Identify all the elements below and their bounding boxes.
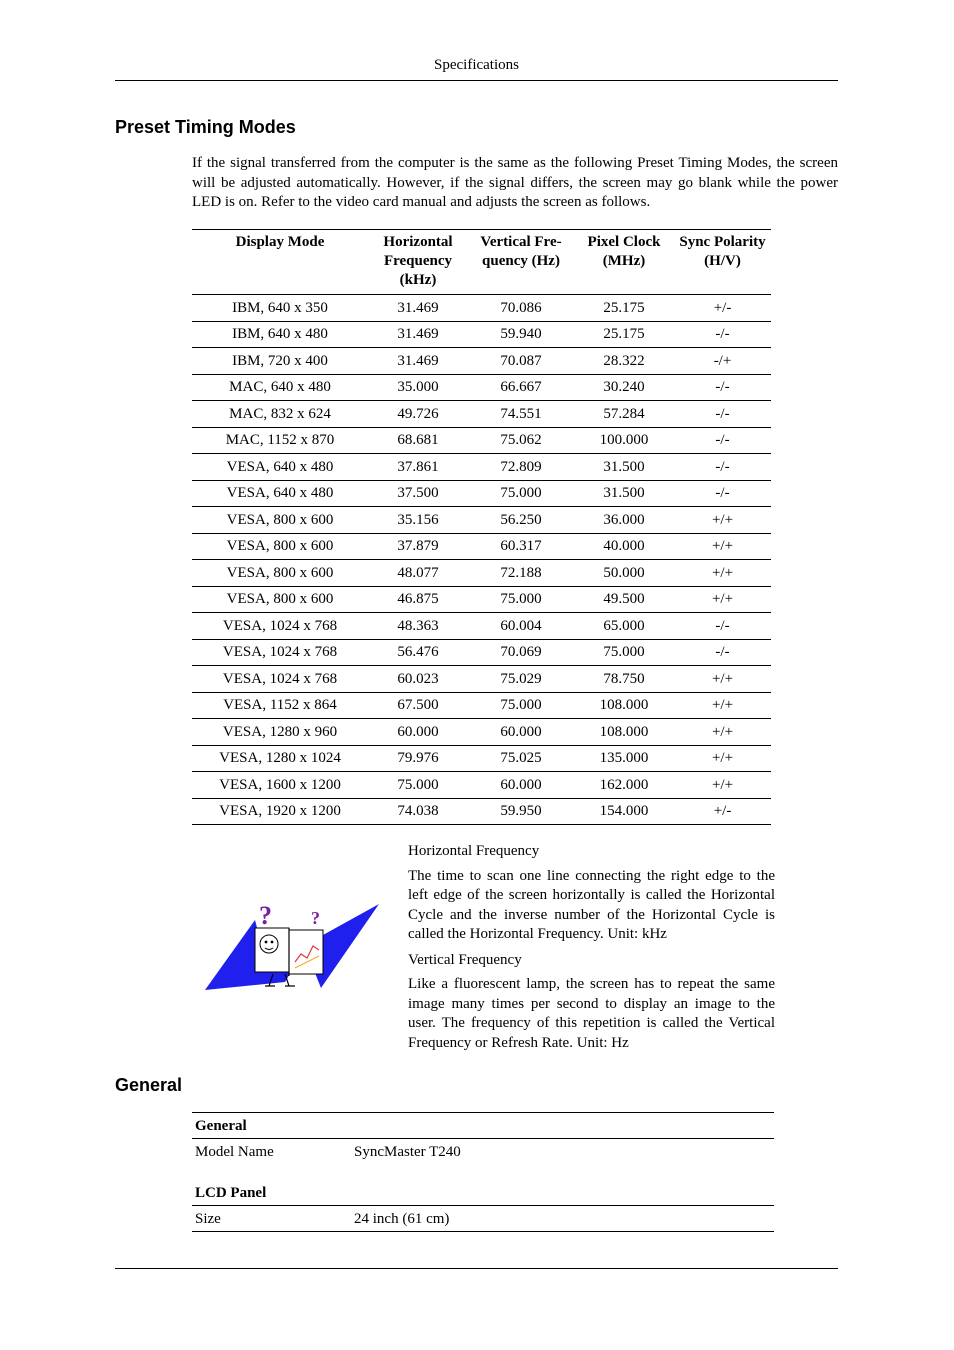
table-row	[192, 348, 771, 375]
table-row	[192, 454, 771, 481]
display-mode-cell: MAC, 832 x 624	[192, 401, 368, 428]
table-row	[192, 745, 771, 772]
vertical-frequency-cell: 74.551	[468, 401, 574, 428]
vertical-frequency-cell: 75.025	[468, 745, 574, 772]
table-row	[192, 586, 771, 613]
display-mode-cell: VESA, 1024 x 768	[192, 613, 368, 640]
sync-polarity-cell: -/-	[674, 613, 771, 640]
vertical-frequency-cell: 60.317	[468, 533, 574, 560]
header-rule	[115, 80, 838, 81]
vertical-frequency-cell: 66.667	[468, 374, 574, 401]
footer-rule	[115, 1268, 838, 1269]
pixel-clock-cell: 28.322	[574, 348, 674, 375]
sync-polarity-cell: -/-	[674, 401, 771, 428]
horizontal-frequency-description: The time to scan one line connecting the right edge to the left edge of the screen horizontally is called the Horizontal Cycle and the inverse number of the Horizontal Cycle is called the Horizontal Frequency. Unit: kHz	[408, 867, 775, 942]
vertical-frequency-term: Vertical Frequency	[408, 951, 522, 968]
vertical-frequency-cell: 75.000	[468, 692, 574, 719]
pixel-clock-cell: 25.175	[574, 295, 674, 322]
table-row	[192, 321, 771, 348]
horizontal-frequency-cell: 79.976	[368, 745, 468, 772]
sync-polarity-cell: +/-	[674, 295, 771, 322]
horizontal-frequency-cell: 46.875	[368, 586, 468, 613]
vertical-frequency-cell: 72.188	[468, 560, 574, 587]
vertical-frequency-cell: 60.000	[468, 719, 574, 746]
horizontal-frequency-cell: 37.861	[368, 454, 468, 481]
horizontal-frequency-cell: 48.077	[368, 560, 468, 587]
horizontal-frequency-cell: 75.000	[368, 772, 468, 799]
sync-polarity-cell: -/+	[674, 348, 771, 375]
sync-polarity-cell: +/+	[674, 745, 771, 772]
sync-polarity-cell: -/-	[674, 454, 771, 481]
table-row	[192, 533, 771, 560]
display-mode-cell: MAC, 640 x 480	[192, 374, 368, 401]
vertical-frequency-cell: 70.086	[468, 295, 574, 322]
display-mode-cell: VESA, 800 x 600	[192, 586, 368, 613]
pixel-clock-cell: 31.500	[574, 480, 674, 507]
table-row	[192, 1139, 774, 1165]
horizontal-frequency-term: Horizontal Frequency	[408, 843, 540, 859]
vertical-frequency-cell: 60.000	[468, 772, 574, 799]
spacer-cell	[192, 1164, 774, 1180]
svg-text:?: ?	[259, 901, 272, 930]
vertical-frequency-cell: 75.029	[468, 666, 574, 693]
sync-polarity-cell: -/-	[674, 639, 771, 666]
display-mode-cell: VESA, 1152 x 864	[192, 692, 368, 719]
vertical-frequency-cell: 72.809	[468, 454, 574, 481]
frequency-explanations	[408, 842, 775, 1059]
preset-timing-heading: Preset Timing Modes	[115, 117, 296, 137]
pixel-clock-cell: 78.750	[574, 666, 674, 693]
horizontal-frequency-cell: 35.156	[368, 507, 468, 534]
display-mode-cell: VESA, 800 x 600	[192, 507, 368, 534]
pixel-clock-cell: 36.000	[574, 507, 674, 534]
pixel-clock-cell: 31.500	[574, 454, 674, 481]
vertical-frequency-description: Like a fluorescent lamp, the screen has to repeat the same image many times per second to display an image to the user. The frequency of this repetition is called the Vertical Frequency or Refresh Rate. Unit: Hz	[408, 976, 775, 1051]
horizontal-frequency-cell: 35.000	[368, 374, 468, 401]
timing-table-body	[192, 295, 771, 825]
display-mode-cell: IBM, 640 x 480	[192, 321, 368, 348]
sync-polarity-cell: -/-	[674, 374, 771, 401]
sync-polarity-cell: -/-	[674, 480, 771, 507]
table-row	[192, 401, 771, 428]
pixel-clock-cell: 154.000	[574, 798, 674, 825]
pixel-clock-cell: 40.000	[574, 533, 674, 560]
horizontal-frequency-cell: 31.469	[368, 348, 468, 375]
horizontal-frequency-cell: 68.681	[368, 427, 468, 454]
sync-polarity-cell: +/+	[674, 692, 771, 719]
table-row	[192, 295, 771, 322]
vertical-frequency-cell: 75.062	[468, 427, 574, 454]
horizontal-frequency-cell: 60.000	[368, 719, 468, 746]
pixel-clock-cell: 57.284	[574, 401, 674, 428]
vertical-frequency-cell: 59.940	[468, 321, 574, 348]
preset-intro: If the signal transferred from the computer is the same as the following Preset Timing Modes, the screen will be adjusted automatically. However, if the signal differs, the screen may go blank while the power LED is on. Refer to the video card manual and adjusts the screen as follows.	[192, 155, 838, 210]
vertical-frequency-cell: 75.000	[468, 480, 574, 507]
table-row	[192, 560, 771, 587]
pixel-clock-cell: 135.000	[574, 745, 674, 772]
horizontal-frequency-cell: 31.469	[368, 295, 468, 322]
col-pixel-clock: Pixel Clock (MHz)	[587, 234, 661, 269]
pixel-clock-cell: 50.000	[574, 560, 674, 587]
sync-polarity-cell: +/+	[674, 772, 771, 799]
sync-polarity-cell: +/+	[674, 586, 771, 613]
col-display-mode: Display Mode	[235, 234, 325, 250]
table-row	[192, 719, 771, 746]
display-mode-cell: VESA, 1024 x 768	[192, 639, 368, 666]
section-lcd-panel: LCD Panel	[192, 1180, 774, 1206]
table-row	[192, 1206, 774, 1232]
pixel-clock-cell: 49.500	[574, 586, 674, 613]
horizontal-frequency-cell: 37.879	[368, 533, 468, 560]
horizontal-frequency-cell: 37.500	[368, 480, 468, 507]
display-mode-cell: VESA, 1600 x 1200	[192, 772, 368, 799]
table-row	[192, 480, 771, 507]
sync-polarity-cell: +/+	[674, 533, 771, 560]
table-row	[192, 507, 771, 534]
vertical-frequency-cell: 70.087	[468, 348, 574, 375]
col-vertical-frequency: Vertical Fre- quency (Hz)	[480, 234, 562, 269]
table-row	[192, 798, 771, 825]
model-name-value: SyncMaster T240	[354, 1143, 461, 1160]
display-mode-cell: VESA, 1280 x 1024	[192, 745, 368, 772]
display-mode-cell: IBM, 640 x 350	[192, 295, 368, 322]
table-row	[192, 1180, 774, 1206]
table-spacer	[192, 1164, 774, 1180]
preset-timing-table	[192, 229, 771, 825]
display-mode-cell: VESA, 1920 x 1200	[192, 798, 368, 825]
page-header: Specifications	[434, 57, 519, 73]
pixel-clock-cell: 108.000	[574, 692, 674, 719]
display-mode-cell: VESA, 1280 x 960	[192, 719, 368, 746]
pixel-clock-cell: 108.000	[574, 719, 674, 746]
size-value: 24 inch (61 cm)	[351, 1206, 774, 1232]
svg-text:?: ?	[311, 908, 320, 928]
col-sync-polarity: Sync Polarity (H/V)	[679, 234, 766, 269]
col-horizontal-frequency: Horizontal Frequency (kHz)	[383, 234, 453, 288]
table-header-row	[192, 230, 771, 295]
pixel-clock-cell: 25.175	[574, 321, 674, 348]
sync-polarity-cell: -/-	[674, 321, 771, 348]
model-name-label: Model Name	[195, 1143, 274, 1160]
display-mode-cell: VESA, 800 x 600	[192, 560, 368, 587]
table-row	[192, 692, 771, 719]
display-mode-cell: VESA, 1024 x 768	[192, 666, 368, 693]
horizontal-frequency-cell: 48.363	[368, 613, 468, 640]
vertical-frequency-cell: 75.000	[468, 586, 574, 613]
horizontal-frequency-cell: 67.500	[368, 692, 468, 719]
pixel-clock-cell: 65.000	[574, 613, 674, 640]
pixel-clock-cell: 30.240	[574, 374, 674, 401]
general-spec-table	[192, 1112, 774, 1232]
horizontal-frequency-cell: 31.469	[368, 321, 468, 348]
vertical-frequency-cell: 59.950	[468, 798, 574, 825]
table-row	[192, 427, 771, 454]
vertical-frequency-cell: 70.069	[468, 639, 574, 666]
vertical-frequency-cell: 56.250	[468, 507, 574, 534]
table-row	[192, 1113, 774, 1139]
horizontal-frequency-cell: 56.476	[368, 639, 468, 666]
book-question-icon	[203, 900, 381, 992]
sync-polarity-cell: +/-	[674, 798, 771, 825]
pixel-clock-cell: 100.000	[574, 427, 674, 454]
sync-polarity-cell: -/-	[674, 427, 771, 454]
vertical-frequency-cell: 60.004	[468, 613, 574, 640]
sync-polarity-cell: +/+	[674, 719, 771, 746]
sync-polarity-cell: +/+	[674, 507, 771, 534]
display-mode-cell: VESA, 640 x 480	[192, 454, 368, 481]
sync-polarity-cell: +/+	[674, 666, 771, 693]
display-mode-cell: VESA, 640 x 480	[192, 480, 368, 507]
horizontal-frequency-cell: 49.726	[368, 401, 468, 428]
pixel-clock-cell: 75.000	[574, 639, 674, 666]
display-mode-cell: IBM, 720 x 400	[192, 348, 368, 375]
pixel-clock-cell: 162.000	[574, 772, 674, 799]
general-heading: General	[115, 1075, 183, 1095]
horizontal-frequency-cell: 60.023	[368, 666, 468, 693]
display-mode-cell: VESA, 800 x 600	[192, 533, 368, 560]
sync-polarity-cell: +/+	[674, 560, 771, 587]
table-row	[192, 374, 771, 401]
size-label: Size	[192, 1206, 351, 1232]
horizontal-frequency-cell: 74.038	[368, 798, 468, 825]
table-row	[192, 639, 771, 666]
table-row	[192, 666, 771, 693]
display-mode-cell: MAC, 1152 x 870	[192, 427, 368, 454]
table-row	[192, 613, 771, 640]
table-row	[192, 772, 771, 799]
section-general: General	[192, 1113, 774, 1139]
